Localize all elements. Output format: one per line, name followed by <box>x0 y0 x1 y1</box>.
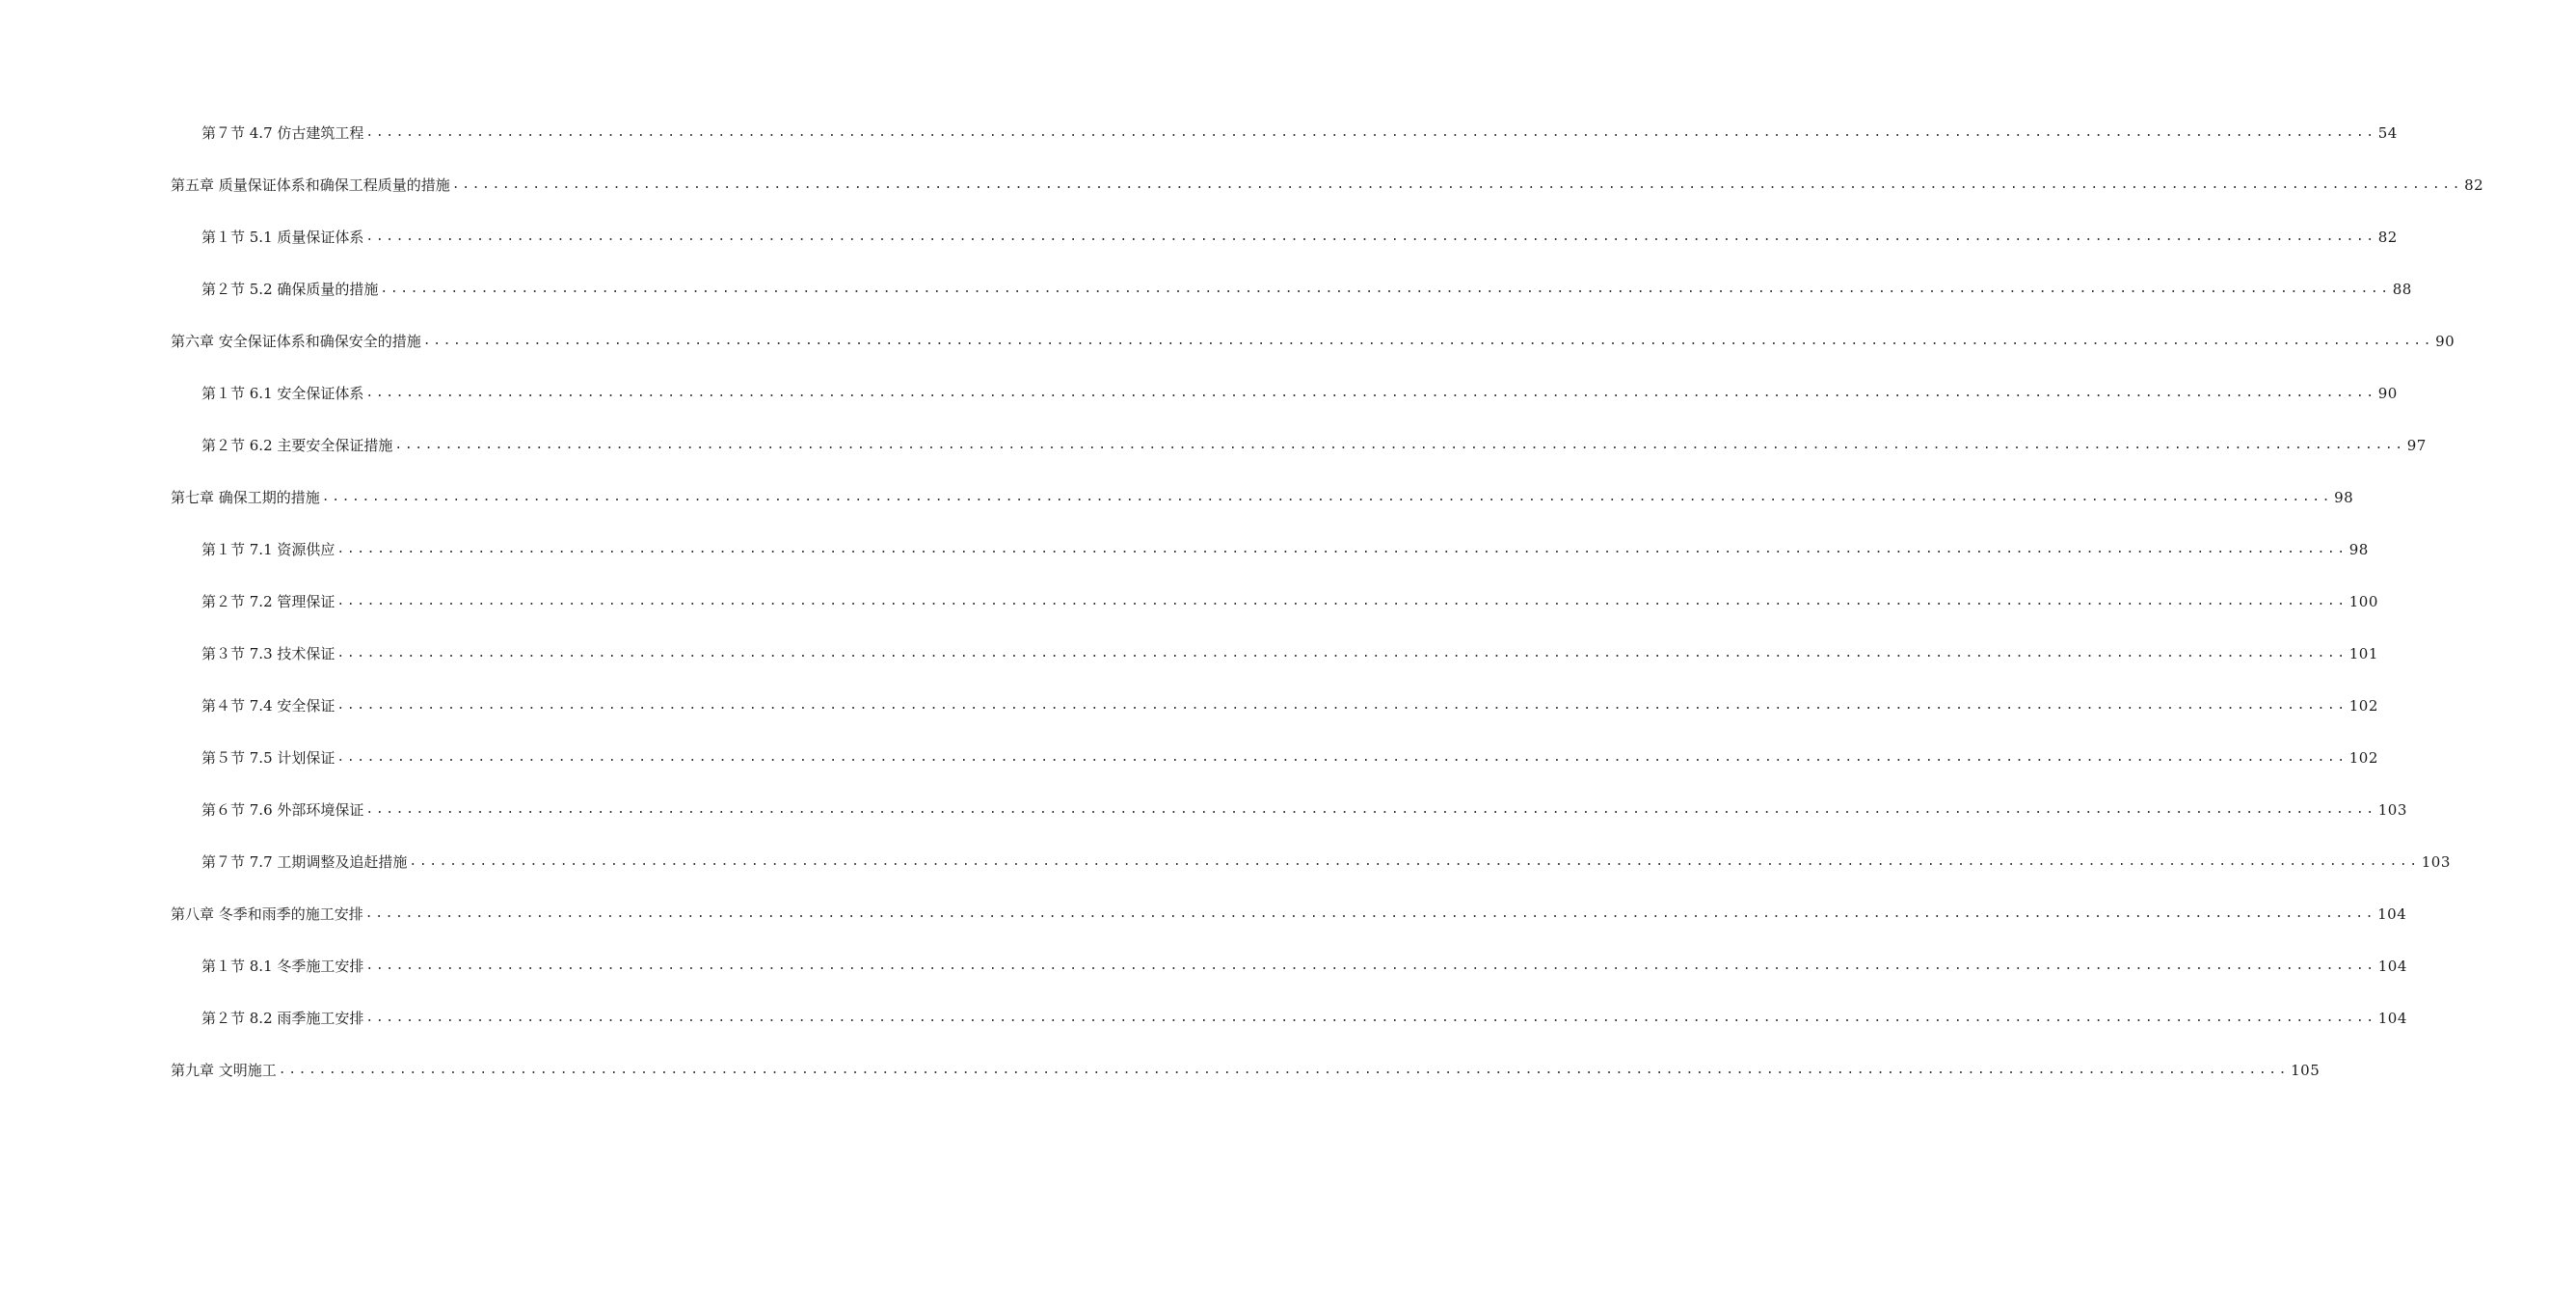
toc-entry-title: 第６节 7.6 外部环境保证 <box>201 801 364 819</box>
dot-leader: ........................................................................................................................................................................................................ <box>278 1063 2290 1077</box>
dot-leader: ........................................................................................................................................................................................................ <box>451 177 2463 192</box>
toc-page-number: 103 <box>2421 853 2451 871</box>
toc-entry[interactable] <box>0 581 2378 634</box>
table-of-contents <box>0 113 2484 1102</box>
toc-entry-title: 第５节 7.5 计划保证 <box>201 749 335 767</box>
toc-entry[interactable] <box>0 269 2412 321</box>
toc-entry[interactable] <box>0 477 2354 529</box>
dot-leader: ........................................................................................................................................................................................................ <box>365 958 2376 973</box>
toc-entry[interactable] <box>0 217 2398 269</box>
toc-page-number: 102 <box>2348 749 2378 767</box>
toc-page-number: 82 <box>2464 176 2484 194</box>
dot-leader: ........................................................................................................................................................................................................ <box>365 802 2376 817</box>
toc-page-number: 98 <box>2348 541 2369 558</box>
toc-entry-title: 第２节 6.2 主要安全保证措施 <box>201 437 393 454</box>
toc-page-number: 100 <box>2348 593 2378 610</box>
toc-entry[interactable] <box>0 634 2378 686</box>
toc-entry-title: 第１节 8.1 冬季施工安排 <box>201 958 364 975</box>
toc-entry-title: 第１节 6.1 安全保证体系 <box>201 385 364 402</box>
toc-entry[interactable] <box>0 373 2398 425</box>
toc-page-number: 82 <box>2377 229 2398 246</box>
toc-entry[interactable] <box>0 998 2407 1050</box>
toc-entry-title: 第２节 8.2 雨季施工安排 <box>201 1010 364 1027</box>
toc-page-number: 97 <box>2406 437 2427 454</box>
dot-leader: ........................................................................................................................................................................................................ <box>336 594 2348 608</box>
toc-entry[interactable] <box>0 425 2427 477</box>
toc-page-number: 90 <box>2435 333 2455 350</box>
toc-entry-title: 第六章 安全保证体系和确保安全的措施 <box>171 333 421 350</box>
toc-entry[interactable] <box>0 1050 2321 1102</box>
toc-page-number: 105 <box>2291 1062 2321 1079</box>
toc-entry-title: 第４节 7.4 安全保证 <box>201 697 335 715</box>
dot-leader: ........................................................................................................................................................................................................ <box>336 646 2348 661</box>
toc-entry-title: 第７节 7.7 工期调整及追赶措施 <box>201 853 408 871</box>
toc-entry[interactable] <box>0 113 2398 165</box>
toc-page-number: 88 <box>2392 281 2412 298</box>
toc-page-number: 104 <box>2377 905 2407 923</box>
dot-leader: ........................................................................................................................................................................................................ <box>409 854 2420 869</box>
toc-entry[interactable] <box>0 165 2484 217</box>
toc-page-number: 104 <box>2377 1010 2407 1027</box>
toc-entry-title: 第八章 冬季和雨季的施工安排 <box>171 905 363 923</box>
toc-page-number: 104 <box>2377 958 2407 975</box>
dot-leader: ........................................................................................................................................................................................................ <box>365 125 2376 140</box>
toc-entry-title: 第１节 5.1 质量保证体系 <box>201 229 364 246</box>
toc-entry-title: 第五章 质量保证体系和确保工程质量的措施 <box>171 176 450 194</box>
toc-entry-title: 第九章 文明施工 <box>171 1062 277 1079</box>
toc-entry[interactable] <box>0 790 2407 842</box>
toc-entry[interactable] <box>0 738 2378 790</box>
dot-leader: ........................................................................................................................................................................................................ <box>336 542 2348 556</box>
dot-leader: ........................................................................................................................................................................................................ <box>336 750 2348 765</box>
dot-leader: ........................................................................................................................................................................................................ <box>364 906 2376 921</box>
toc-page-number: 101 <box>2348 645 2378 662</box>
toc-entry-title: 第７节 4.7 仿古建筑工程 <box>201 124 364 142</box>
toc-page-number: 98 <box>2334 489 2354 506</box>
toc-page-number: 103 <box>2377 801 2407 819</box>
dot-leader: ........................................................................................................................................................................................................ <box>365 386 2376 400</box>
toc-entry[interactable] <box>0 946 2407 998</box>
dot-leader: ........................................................................................................................................................................................................ <box>394 438 2405 452</box>
toc-page-number: 90 <box>2377 385 2398 402</box>
toc-entry[interactable] <box>0 321 2455 373</box>
toc-entry[interactable] <box>0 529 2369 581</box>
toc-entry-title: 第七章 确保工期的措施 <box>171 489 320 506</box>
dot-leader: ........................................................................................................................................................................................................ <box>380 282 2391 296</box>
toc-entry[interactable] <box>0 842 2451 894</box>
toc-entry-title: 第１节 7.1 资源供应 <box>201 541 335 558</box>
dot-leader: ........................................................................................................................................................................................................ <box>365 230 2376 244</box>
toc-page-number: 102 <box>2348 697 2378 715</box>
toc-entry-title: 第３节 7.3 技术保证 <box>201 645 335 662</box>
dot-leader: ........................................................................................................................................................................................................ <box>365 1011 2376 1025</box>
dot-leader: ........................................................................................................................................................................................................ <box>422 334 2434 348</box>
toc-entry[interactable] <box>0 686 2378 738</box>
toc-page-number: 54 <box>2377 124 2398 142</box>
dot-leader: ........................................................................................................................................................................................................ <box>321 490 2333 504</box>
dot-leader: ........................................................................................................................................................................................................ <box>336 698 2348 713</box>
toc-entry[interactable] <box>0 894 2407 946</box>
toc-entry-title: 第２节 5.2 确保质量的措施 <box>201 281 379 298</box>
toc-entry-title: 第２节 7.2 管理保证 <box>201 593 335 610</box>
